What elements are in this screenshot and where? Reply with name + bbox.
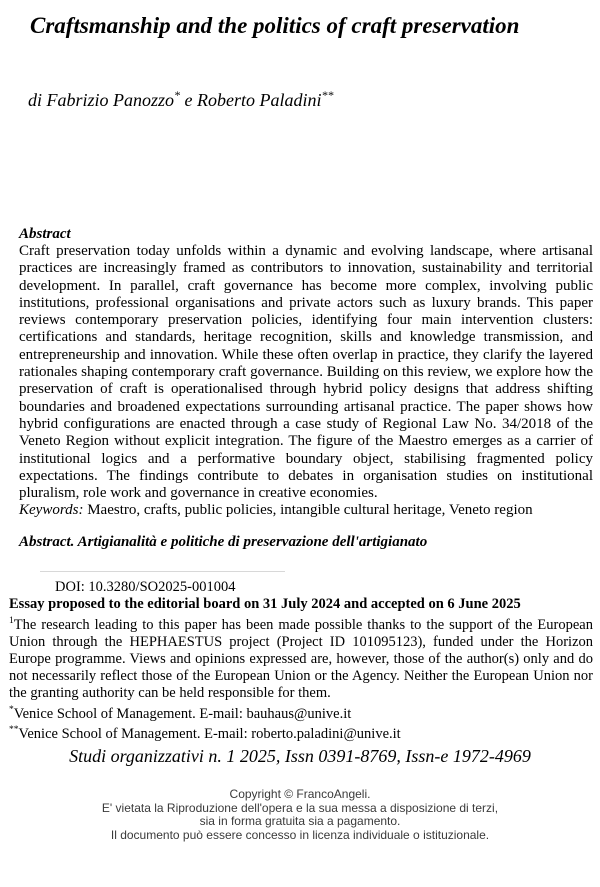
affiliation-2 xyxy=(9,722,593,743)
author-2: e Roberto Paladini xyxy=(180,90,322,110)
funding-footnote-text: The research leading to this paper has been made possible thanks to the support of the European Union through the HEPHAESTUS project (Project ID 101095123), funded under the Horizon Europe programme. Views and opinions expressed are, however, those of the author(s) only and do not necessarily reflect those of the European Union or the Agency. Neither the European Union nor the granting authority can be held responsible for them. xyxy=(9,616,593,701)
keywords-text: Maestro, crafts, public policies, intangible cultural heritage, Veneto region xyxy=(83,502,533,519)
page-title: Craftsmanship and the politics of craft preservation xyxy=(30,13,520,38)
keywords-label: Keywords: xyxy=(19,502,84,519)
affiliation-2-mark: ** xyxy=(9,725,19,736)
author-2-footnote-mark: ** xyxy=(321,88,334,102)
copyright-line-2: E' vietata la Riproduzione dell'opera e la sua messa a disposizione di terzi, xyxy=(101,800,499,815)
abstract-section xyxy=(19,226,593,520)
affiliation-1-mark: * xyxy=(9,704,14,715)
abstract-italian-heading: Abstract. Artigianalità e politiche di preservazione dell'artigianato xyxy=(19,533,428,550)
doi-line: DOI: 10.3280/SO2025-001004 xyxy=(55,578,236,595)
copyright-line-4: Il documento può essere concesso in licenza individuale o istituzionale. xyxy=(110,827,490,842)
abstract-heading: Abstract xyxy=(19,226,71,242)
copyright-line-1: Copyright © FrancoAngeli. xyxy=(229,787,371,802)
affiliation-2-text: Venice School of Management. E-mail: roberto.paladini@unive.it xyxy=(18,726,401,743)
author-1-footnote-mark: * xyxy=(174,88,181,102)
authors-line xyxy=(28,85,570,110)
essay-proposed-line: Essay proposed to the editorial board on 31 July 2024 and accepted on 6 June 2025 xyxy=(9,595,521,612)
affiliation-1 xyxy=(9,702,593,723)
abstract-body: Craft preservation today unfolds within a dynamic and evolving landscape, where artisanal practices are increasingly framed as contributors to innovation, sustainability and territorial development. In parallel, craft governance has become more complex, involving public institutions, professional organisations and private actors such as luxury brands. This paper reviews contemporary preservation policies, identifying four main intervention clusters: certifications and standards, heritage recognition, skills and knowledge transmission, and entrepreneurship and innovation. While these often overlap in practice, they clarify the layered rationales shaping contemporary craft governance. Building on this review, we explore how the preservation of craft is operationalised through hybrid policy designs that address shifting boundaries and broadened expectations surrounding artisanal practice. The paper shows how hybrid configurations are enacted through a case study of Regional Law No. 34/2018 of the Veneto Region without explicit integration. The figure of the Maestro emerges as a carrier of institutional logics and a performative boundary object, stabilising fragmented policy expectations. The findings contribute to debates in organisation studies on institutional pluralism, role work and governance in creative economies. xyxy=(19,243,593,502)
author-1: di Fabrizio Panozzo xyxy=(28,90,175,110)
copyright-notice xyxy=(0,788,600,842)
footnote-separator xyxy=(40,571,285,572)
copyright-line-3: sia in forma gratuita sia a pagamento. xyxy=(199,814,401,829)
keywords-line xyxy=(19,502,593,519)
footnotes-block xyxy=(9,579,593,743)
journal-issn-line: Studi organizzativi n. 1 2025, Issn 0391-8769, Issn-e 1972-4969 xyxy=(69,746,531,767)
funding-footnote-mark: 1 xyxy=(9,615,14,626)
affiliation-1-text: Venice School of Management. E-mail: bauhaus@unive.it xyxy=(13,705,352,722)
funding-footnote xyxy=(9,613,593,702)
